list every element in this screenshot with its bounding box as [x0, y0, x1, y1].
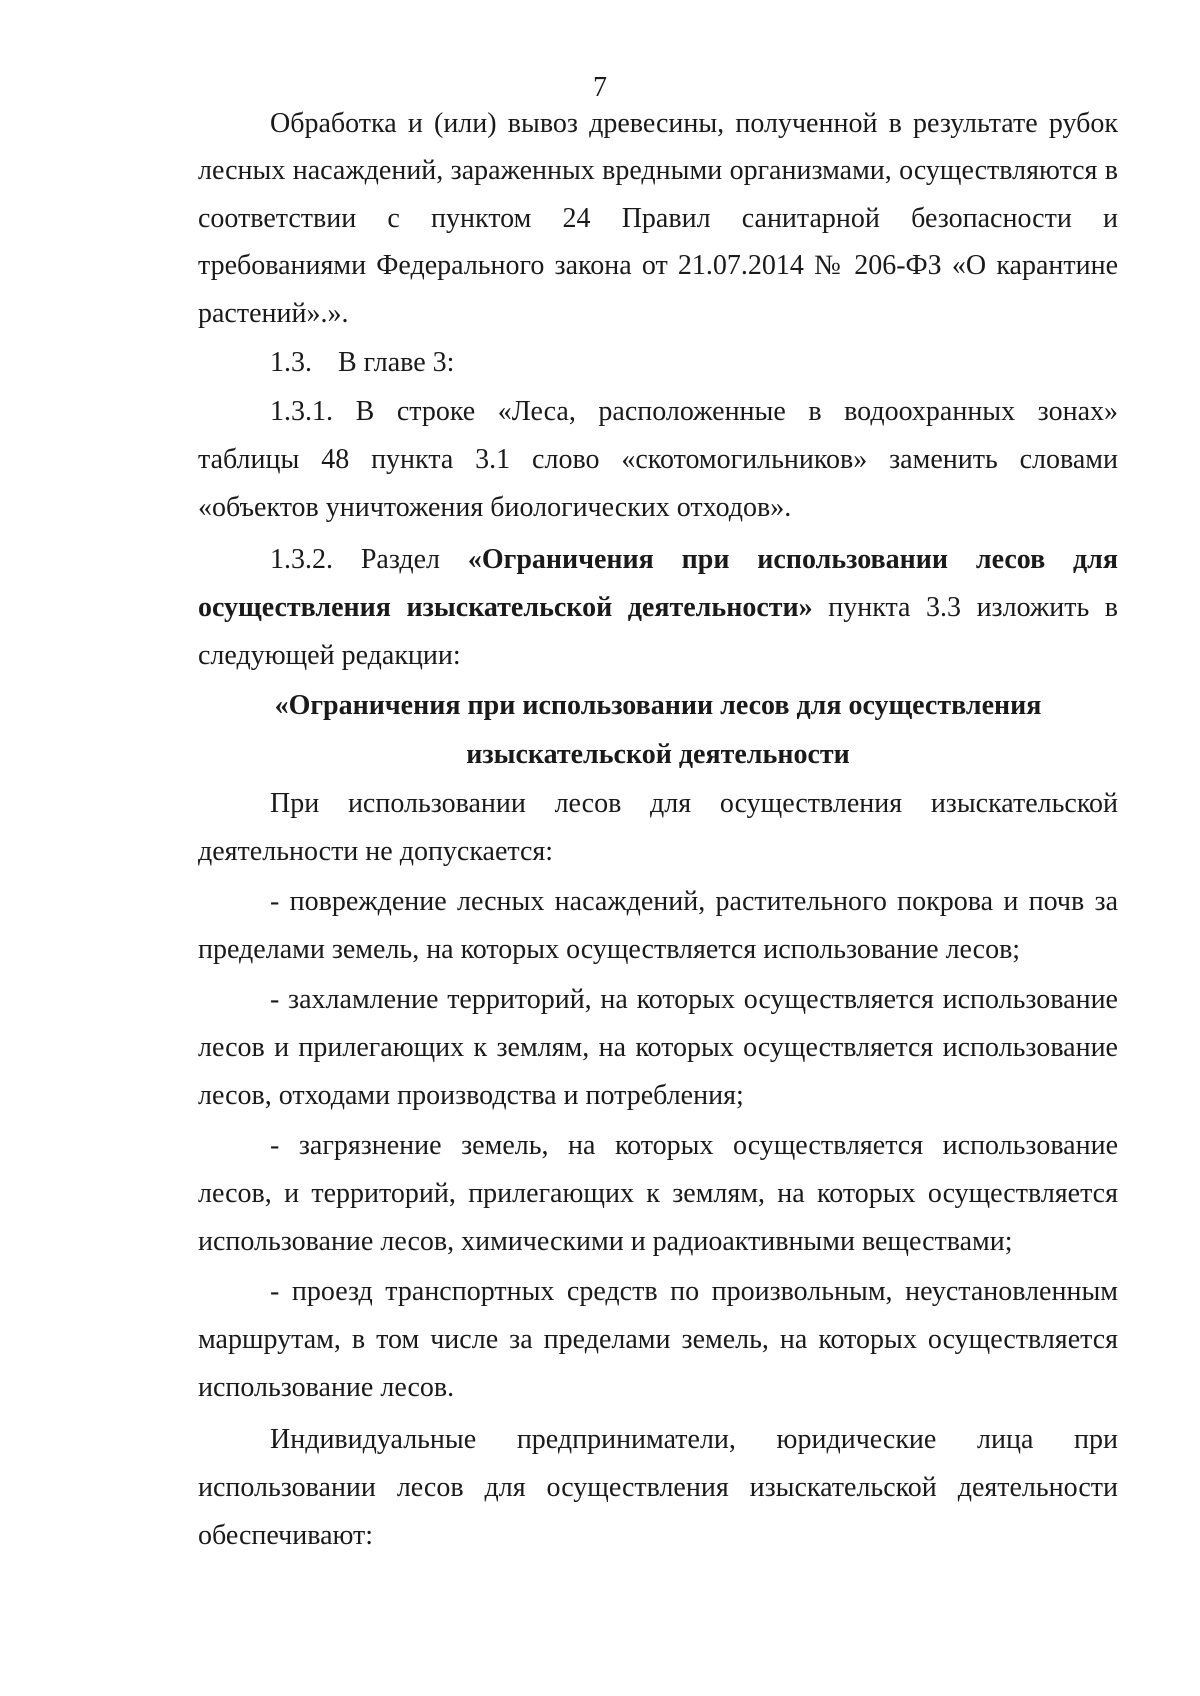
paragraph-line: таблицы 48 пункта 3.1 слово «скотомогильников» заменить словами: [198, 444, 1118, 475]
list-item-line: лесов, и территорий, прилегающих к землям, на которых осуществляется: [198, 1178, 1118, 1209]
clause-number: 1.3.2. Раздел: [270, 544, 441, 575]
quoted-section-title: «Ограничения при использовании лесов для: [467, 544, 1119, 575]
paragraph-line: Обработка и (или) вывоз древесины, полученной в результате рубок: [270, 108, 1118, 139]
paragraph-line: «объектов уничтожения биологических отходов».: [198, 492, 792, 523]
section-heading-line: [270, 343, 1118, 383]
list-item-line: использование лесов, химическими и радиоактивными веществами;: [198, 1226, 1013, 1257]
clause-text: пункта 3.3 изложить в: [828, 592, 1119, 623]
paragraph-line: обеспечивают:: [198, 1520, 374, 1551]
list-item-line: использование лесов.: [198, 1372, 455, 1403]
list-item-line: пределами земель, на которых осуществляется использование лесов;: [198, 934, 1021, 965]
section-title: В главе 3:: [338, 347, 455, 378]
list-item-line: - повреждение лесных насаждений, растительного покрова и почв за: [270, 886, 1118, 917]
paragraph-line: [198, 588, 1118, 628]
section-number: 1.3.: [270, 347, 312, 378]
section-heading: «Ограничения при использовании лесов для осуществления: [274, 690, 1042, 721]
paragraph-line: соответствии с пунктом 24 Правил санитарной безопасности и: [198, 203, 1118, 234]
paragraph-line: деятельности не допускается:: [198, 836, 554, 867]
paragraph-line: При использовании лесов для осуществления изыскательской: [270, 788, 1118, 819]
paragraph-line: следующей редакции:: [198, 640, 461, 671]
page-number: 7: [593, 72, 607, 103]
paragraph-line: лесных насаждений, зараженных вредными организмами, осуществляются в: [198, 155, 1118, 186]
list-item-line: лесов и прилегающих к землям, на которых осуществляется использование: [198, 1032, 1118, 1063]
paragraph-line: Индивидуальные предприниматели, юридические лица при: [270, 1424, 1118, 1455]
list-item-line: - загрязнение земель, на которых осуществляется использование: [270, 1130, 1118, 1161]
paragraph-line: 1.3.1. В строке «Леса, расположенные в водоохранных зонах»: [270, 396, 1118, 427]
list-item-line: маршрутам, в том числе за пределами земель, на которых осуществляется: [198, 1324, 1118, 1355]
list-item-line: - захламление территорий, на которых осуществляется использование: [270, 984, 1118, 1015]
list-item-line: лесов, отходами производства и потребления;: [198, 1080, 744, 1111]
paragraph-line: растений».».: [198, 298, 349, 329]
paragraph-line: требованиями Федерального закона от 21.07.2014 № 206-ФЗ «О карантине: [198, 250, 1118, 281]
paragraph-line: использовании лесов для осуществления изыскательской деятельности: [198, 1472, 1118, 1503]
paragraph-line: [270, 540, 1118, 580]
list-item-line: - проезд транспортных средств по произвольным, неустановленным: [270, 1276, 1118, 1307]
section-heading: изыскательской деятельности: [466, 739, 850, 770]
quoted-section-title-continued: осуществления изыскательской деятельности»: [198, 592, 813, 623]
